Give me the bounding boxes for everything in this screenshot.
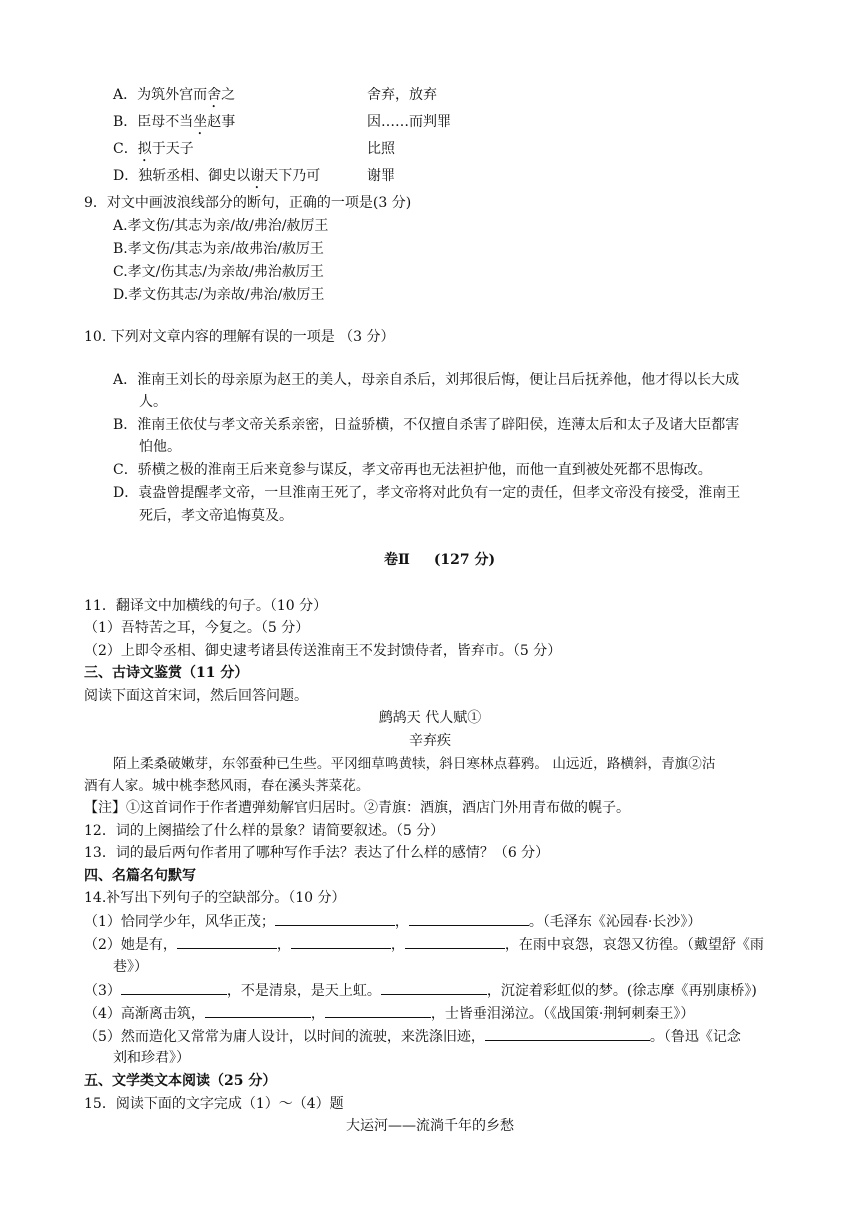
q11-sentence-2: （2）上即令丞相、御史逮考诸县传送淮南王不发封馈侍者，皆弃市。（5 分） bbox=[84, 643, 562, 659]
q8-option-c bbox=[113, 139, 194, 165]
q14-5-blank-1[interactable] bbox=[485, 1026, 650, 1041]
q14-2-blank-3[interactable] bbox=[405, 934, 505, 949]
q8-d-text-after: 天下乃可 bbox=[264, 168, 321, 184]
q9-stem: 9．对文中画波浪线部分的断句，正确的一项是(3 分) bbox=[84, 195, 412, 211]
q10-option-c: C．骄横之极的淮南王后来竟参与谋反，孝文帝再也无法袒护他，而他一直到被处死都不思悔改。 bbox=[113, 462, 712, 478]
q8-a-meaning: 舍弃，放弃 bbox=[367, 87, 437, 103]
q14-2-source: ，在雨中哀怨，哀怨又彷徨。（戴望舒《雨 bbox=[504, 937, 764, 953]
q8-d-meaning: 谢罪 bbox=[367, 168, 395, 184]
q14-2-text: （2）她是有， bbox=[84, 937, 177, 953]
q8-c-dotted-char: 拟 bbox=[137, 141, 152, 157]
q8-c-text-after: 于天子 bbox=[151, 141, 194, 157]
section4-heading: 四、名篇名句默写 bbox=[84, 868, 196, 884]
section3-heading: 三、古诗文鉴赏（11 分） bbox=[84, 665, 249, 681]
poem-line-1: 陌上柔桑破嫩芽，东邻蚕种已生些。平冈细草鸣黄犊，斜日寒林点暮鸦。 山远近，路横斜，青旗②沽 bbox=[113, 756, 716, 772]
q8-c-meaning: 比照 bbox=[367, 141, 395, 157]
poem-title: 鹧鸪天 代人赋① bbox=[378, 710, 482, 726]
q14-3-blank-1[interactable] bbox=[121, 980, 227, 995]
q14-4-sep: ， bbox=[310, 1006, 325, 1022]
q14-4-blank-1[interactable] bbox=[205, 1003, 311, 1018]
q14-1-source: 。（毛泽东《沁园春·长沙》） bbox=[528, 914, 702, 930]
q14-2-blank-2[interactable] bbox=[291, 934, 391, 949]
q10-option-a-line2: 人。 bbox=[139, 394, 167, 410]
q8-option-d bbox=[113, 166, 320, 192]
q8-a-text-after: 之 bbox=[221, 87, 236, 103]
q10-option-b-line1: B．淮南王依仗与孝文帝关系亲密，日益骄横，不仅擅自杀害了辟阳侯，连薄太后和太子及诸大臣都害 bbox=[113, 417, 740, 433]
q10-option-b-line2: 怕他。 bbox=[139, 439, 181, 455]
q11-sentence-1: （1）吾特苦之耳，今复之。（5 分） bbox=[84, 620, 310, 636]
poem-note: 【注】①这首词作于作者遭弹劾解官归居时。②青旗：酒旗，酒店门外用青布做的幌子。 bbox=[84, 800, 630, 816]
q14-1-blank-2[interactable] bbox=[409, 911, 529, 926]
q9-option-b: B.孝文伤/其志为亲/故弗治/赦厉王 bbox=[113, 241, 324, 257]
q14-2-source-cont: 巷》） bbox=[113, 959, 148, 975]
q12: 12．词的上阕描绘了什么样的景象？请简要叙述。（5 分） bbox=[84, 823, 445, 839]
q8-b-dotted-char: 坐 bbox=[193, 114, 208, 130]
q8-option-b bbox=[113, 112, 235, 138]
q15-stem: 15．阅读下面的文字完成（1）～（4）题 bbox=[84, 1096, 344, 1112]
part2-heading bbox=[384, 550, 495, 570]
poem-line-2: 酒有人家。城中桃李愁风雨，春在溪头荠菜花。 bbox=[84, 778, 370, 794]
q14-3-blank-2[interactable] bbox=[381, 980, 487, 995]
q14-4-source: ，士皆垂泪涕泣。（《战国策·荆轲刺秦王》） bbox=[430, 1006, 695, 1022]
q10-stem: 10. 下列对文章内容的理解有误的一项是 （3 分） bbox=[84, 329, 395, 345]
q9-option-c: C.孝文/伤其志/为亲故/弗治赦厉王 bbox=[113, 264, 324, 280]
q10-option-a-line1: A．淮南王刘长的母亲原为赵王的美人，母亲自杀后，刘邦很后悔，便让吕后抚养他，他才得以长大成 bbox=[113, 372, 740, 388]
q9-option-a: A.孝文伤/其志为亲/故/弗治/赦厉王 bbox=[113, 218, 329, 234]
q8-option-a bbox=[113, 85, 235, 111]
q14-1-text: （1）恰同学少年，风华正茂； bbox=[84, 914, 275, 930]
q14-3-text: （3） bbox=[84, 983, 121, 999]
q14-item-4 bbox=[84, 1003, 694, 1024]
q9-option-d: D.孝文伤其志/为亲故/弗治/赦厉王 bbox=[113, 287, 325, 303]
q8-a-text: A．为筑外宫而 bbox=[113, 87, 208, 103]
section3-intro: 阅读下面这首宋词，然后回答问题。 bbox=[84, 688, 308, 704]
part2-score: (127 分) bbox=[433, 552, 496, 568]
q14-item-3 bbox=[84, 980, 757, 1001]
q14-2-blank-1[interactable] bbox=[177, 934, 277, 949]
q8-d-text: D．独斩丞相、御史以 bbox=[113, 168, 251, 184]
q8-b-text-after: 赵事 bbox=[207, 114, 236, 130]
q8-c-text: C． bbox=[113, 141, 138, 157]
q8-d-dotted-char: 谢 bbox=[250, 168, 265, 184]
q14-2-sep-1: ， bbox=[276, 937, 291, 953]
q14-3-source: ，沉淀着彩虹似的梦。(徐志摩《再别康桥》) bbox=[486, 983, 757, 999]
article-title: 大运河——流淌千年的乡愁 bbox=[346, 1118, 514, 1134]
section5-heading: 五、文学类文本阅读（25 分） bbox=[84, 1073, 277, 1089]
q14-5-source-cont: 刘和珍君》） bbox=[113, 1050, 190, 1066]
q14-1-sep: ， bbox=[394, 914, 409, 930]
part2-title: 卷Ⅱ bbox=[384, 552, 410, 568]
q14-4-blank-2[interactable] bbox=[325, 1003, 431, 1018]
q14-item-5 bbox=[84, 1026, 741, 1047]
q14-2-sep-2: ， bbox=[390, 937, 405, 953]
q14-5-source: 。（鲁迅《记念 bbox=[649, 1029, 741, 1045]
q14-item-1 bbox=[84, 911, 701, 932]
q14-3-mid: ，不是清泉，是天上虹。 bbox=[226, 983, 381, 999]
q14-4-text: （4）高渐离击筑， bbox=[84, 1006, 205, 1022]
q14-item-2 bbox=[84, 934, 764, 955]
q10-option-d-line2: 死后，孝文帝追悔莫及。 bbox=[139, 508, 293, 524]
q10-option-d-line1: D．袁盎曾提醒孝文帝，一旦淮南王死了，孝文帝将对此负有一定的责任，但孝文帝没有接受，淮南王 bbox=[113, 485, 741, 501]
q8-b-text: B．臣母不当 bbox=[113, 114, 194, 130]
q13: 13．词的最后两句作者用了哪种写作手法？表达了什么样的感情？（6 分） bbox=[84, 845, 550, 861]
q8-a-dotted-char: 舍 bbox=[207, 87, 222, 103]
q8-b-meaning: 因……而判罪 bbox=[367, 114, 451, 130]
q14-stem: 14.补写出下列句子的空缺部分。（10 分） bbox=[84, 890, 346, 906]
q11-stem: 11．翻译文中加横线的句子。（10 分） bbox=[84, 598, 328, 614]
poem-author: 辛弃疾 bbox=[409, 733, 451, 749]
q14-5-text: （5）然而造化又常常为庸人设计，以时间的流驶，来洗涤旧迹， bbox=[84, 1029, 485, 1045]
q14-1-blank-1[interactable] bbox=[275, 911, 395, 926]
